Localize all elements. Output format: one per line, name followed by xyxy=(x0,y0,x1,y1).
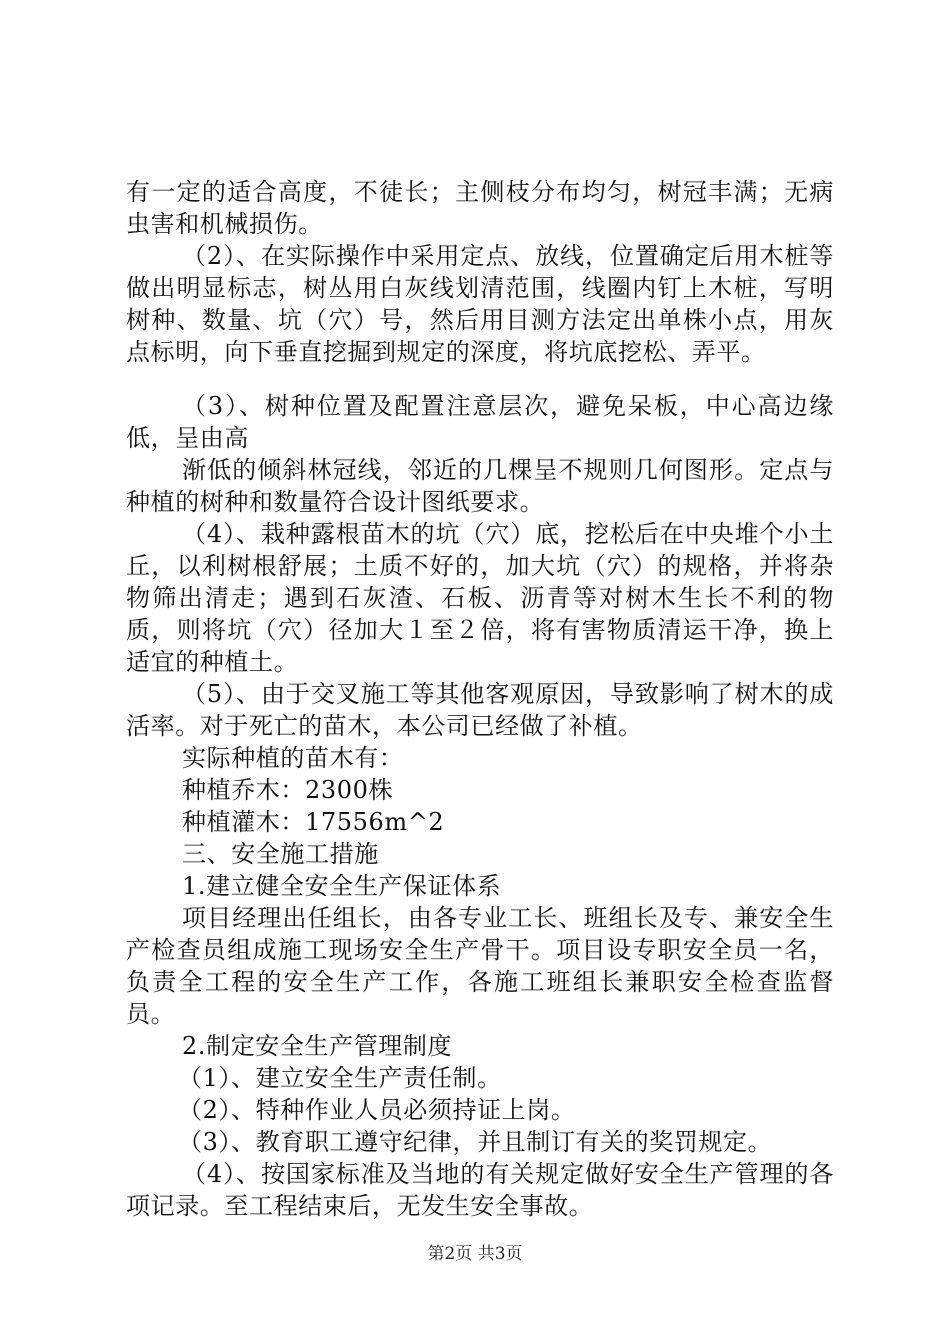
paragraph-planting-pits: （4）、栽种露根苗木的坑（穴）底，挖松后在中央堆个小土丘，以利树根舒展；土质不好的，加大坑（穴）的规格，并将杂物筛出清走；遇到石灰渣、石板、沥青等对树木生长不利的物质，则将坑（穴）径加大１至２倍，将有害物质清运干净，换上适宜的种植土。 xyxy=(126,520,834,676)
paragraph-gap xyxy=(126,368,834,390)
list-item-certification: （2）、特种作业人员必须持证上岗。 xyxy=(178,1096,576,1124)
page-number-footer: 第2页 共3页 xyxy=(427,1244,523,1264)
paragraph-safety-organization: 项目经理出任组长，由各专业工长、班组长及专、兼安全生产检查员组成施工现场安全生产骨干。项目设专职安全员一名，负责全工程的安全生产工作，各施工班组长兼职安全检查监督员。 xyxy=(126,904,834,1028)
subheading-safety-rules: 2.制定安全生产管理制度 xyxy=(182,1032,453,1060)
paragraph-replanting: （5）、由于交叉施工等其他客观原因，导致影响了树木的成活率。对于死亡的苗木，本公司已经做了补植。 xyxy=(126,680,834,740)
list-item-records: （4）、按国家标准及当地的有关规定做好安全生产管理的各项记录。至工程结束后，无发生安全事故。 xyxy=(126,1160,834,1220)
list-item-responsibility: （1）、建立安全生产责任制。 xyxy=(178,1064,502,1092)
list-item-discipline: （3）、教育职工遵守纪律，并且制订有关的奖罚规定。 xyxy=(178,1128,773,1156)
paragraph-trees-count: 种植乔木：2300株 xyxy=(182,776,394,804)
subheading-safety-system: 1.建立健全安全生产保证体系 xyxy=(182,872,502,900)
paragraph-tree-quality: 有一定的适合高度，不徒长；主侧枝分布均匀，树冠丰满；无病虫害和机械损伤。 xyxy=(126,178,834,238)
paragraph-shrubs-area: 种植灌木：17556m^2 xyxy=(182,808,445,836)
paragraph-canopy-line: 渐低的倾斜林冠线，邻近的几棵呈不规则几何图形。定点与种植的树种和数量符合设计图纸要求。 xyxy=(126,456,834,516)
paragraph-staking-layout: （2）、在实际操作中采用定点、放线，位置确定后用木桩等做出明显标志，树丛用白灰线划清范围，线圈内钉上木桩，写明树种、数量、坑（穴）号，然后用目测方法定出单株小点，用灰点标明，向下垂直挖掘到规定的深度，将坑底挖松、弄平。 xyxy=(126,242,834,366)
paragraph-tree-arrangement: （3）、树种位置及配置注意层次，避免呆板，中心高边缘低，呈由高 xyxy=(126,392,834,452)
section-heading-safety: 三、安全施工措施 xyxy=(182,840,379,868)
paragraph-actual-planting: 实际种植的苗木有： xyxy=(182,744,404,772)
document-body xyxy=(126,176,834,1222)
